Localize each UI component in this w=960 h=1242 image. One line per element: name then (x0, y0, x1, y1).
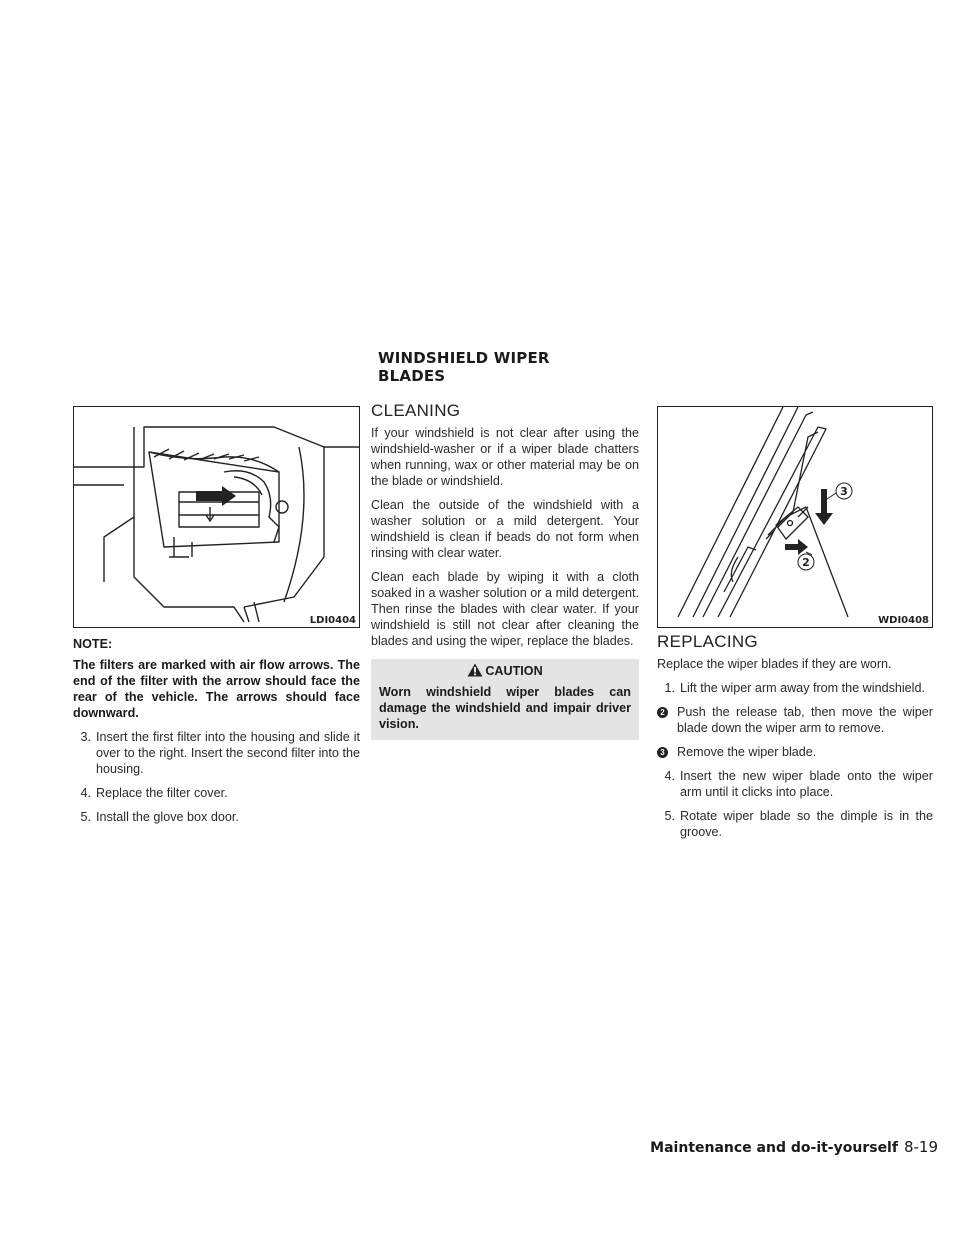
filter-housing-drawing (74, 407, 359, 627)
step-number: 5. (664, 809, 675, 823)
step-text: Insert the new wiper blade onto the wiper arm until it clicks into place. (680, 769, 933, 799)
right-arrow-icon (785, 539, 808, 555)
cleaning-heading: CLEANING (371, 401, 461, 420)
step-number: 5. (80, 810, 91, 824)
wiper-arm-drawing (658, 407, 932, 627)
page-footer (650, 1138, 938, 1156)
list-item (73, 809, 360, 825)
replacing-steps-list (657, 680, 933, 840)
list-item (657, 808, 933, 840)
note-text: The filters are marked with air flow arrows. The end of the filter with the arrow should face the rear of the vehicle. The arrows should face downward. (73, 658, 360, 720)
callout-label: 3 (840, 485, 848, 498)
step-text: Install the glove box door. (96, 810, 239, 824)
step-number: 4. (664, 769, 675, 783)
step-text: Replace the filter cover. (96, 786, 228, 800)
filter-steps-list (73, 729, 360, 825)
circled-step-number: 2 (657, 707, 668, 718)
figure-code: LDI0404 (309, 615, 356, 626)
list-item (73, 729, 360, 777)
caution-header (379, 663, 631, 679)
step-number (657, 704, 670, 736)
section-title: WINDSHIELD WIPER BLADES (378, 349, 550, 385)
down-arrow-icon (206, 507, 214, 521)
right-column-text (657, 634, 933, 848)
cleaning-paragraph: Clean the outside of the windshield with a washer solution or a mild detergent. Your windshield is clean if beads do not form when rinsing with clear water. (371, 498, 639, 560)
list-item (657, 704, 933, 736)
airflow-arrow-icon (196, 486, 236, 506)
step-number: 1. (664, 681, 675, 695)
step-text: Push the release tab, then move the wiper blade down the wiper arm to remove. (677, 705, 933, 735)
step-text: Lift the wiper arm away from the windshield. (680, 681, 925, 695)
step-text: Insert the first filter into the housing and slide it over to the right. Insert the second filter into the housing. (96, 730, 360, 776)
warning-triangle-icon (467, 663, 483, 677)
figure-code: WDI0408 (878, 615, 929, 626)
list-item (657, 680, 933, 696)
note-label: NOTE: (73, 637, 113, 651)
wiper-illustration (657, 406, 933, 628)
list-item (73, 785, 360, 801)
filter-illustration (73, 406, 360, 628)
down-arrow-icon (815, 489, 833, 525)
circled-step-number: 3 (657, 747, 668, 758)
replacing-heading: REPLACING (657, 632, 758, 651)
step-number: 4. (80, 786, 91, 800)
middle-column-text (371, 403, 639, 740)
caution-text: Worn windshield wiper blades can damage the windshield and impair driver vision. (379, 685, 631, 731)
caution-label: CAUTION (485, 664, 543, 678)
caution-box (371, 659, 639, 740)
step-text: Rotate wiper blade so the dimple is in the groove. (680, 809, 933, 839)
callout-label: 2 (802, 556, 810, 569)
cleaning-paragraph: If your windshield is not clear after using the windshield-washer or if a wiper blade chatters when running, wax or other material may be on the blade or windshield. (371, 426, 639, 488)
step-number: 3. (80, 730, 91, 744)
footer-section-title: Maintenance and do-it-yourself (650, 1140, 898, 1156)
list-item (657, 768, 933, 800)
step-number (657, 744, 670, 760)
replacing-intro: Replace the wiper blades if they are worn. (657, 657, 892, 671)
cleaning-paragraph: Clean each blade by wiping it with a cloth soaked in a washer solution or a mild detergent. Then rinse the blades with clear water. If your windshield is still not clear after cleaning the blades and using the wiper, replace the blades. (371, 570, 639, 648)
page-number: 8-19 (903, 1138, 938, 1156)
list-item (657, 744, 933, 760)
step-text: Remove the wiper blade. (677, 745, 817, 759)
left-column-text (73, 636, 360, 833)
